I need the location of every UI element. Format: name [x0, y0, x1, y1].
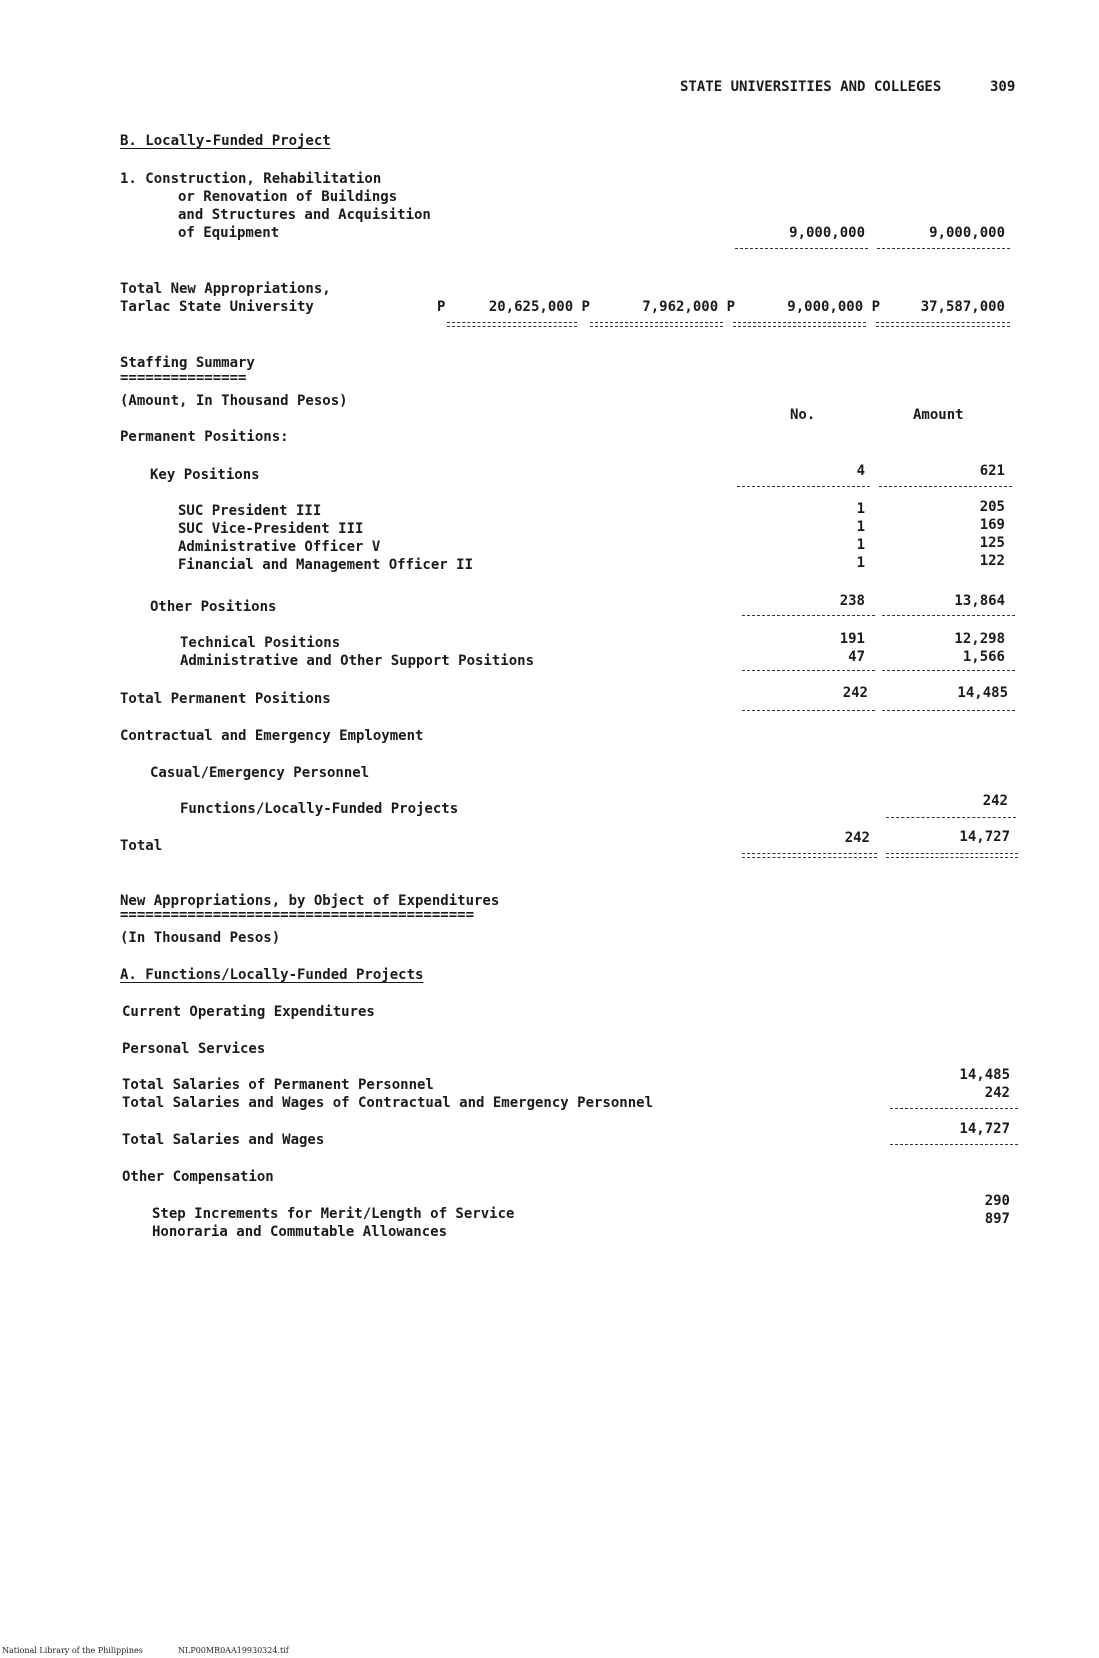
total-sal-amount: 14,727: [959, 1121, 1010, 1137]
staffing-total-amount: 14,727: [959, 829, 1010, 845]
table-row-label: Administrative and Other Support Positions: [180, 653, 535, 669]
honoraria-label: Honoraria and Commutable Allowances: [152, 1224, 448, 1240]
double-rule: [447, 322, 577, 327]
double-rule: [590, 322, 723, 327]
section-a-heading: A. Functions/Locally-Funded Projects: [120, 967, 424, 983]
total-new-col3: 9,000,000 P: [787, 299, 880, 315]
other-positions-no: 238: [839, 593, 865, 609]
item1-line: of Equipment: [178, 225, 280, 241]
table-row-no: 1: [856, 537, 865, 553]
running-title: STATE UNIVERSITIES AND COLLEGES: [680, 79, 942, 95]
functions-label: Functions/Locally-Funded Projects: [180, 801, 459, 817]
other-comp-label: Other Compensation: [122, 1169, 274, 1185]
col-amount-header: Amount: [913, 407, 964, 423]
permanent-label: Permanent Positions:: [120, 429, 289, 445]
personal-services-label: Personal Services: [122, 1041, 266, 1057]
rule: [742, 615, 875, 616]
staffing-underline: ===============: [120, 370, 247, 386]
peso-sign: P: [437, 299, 446, 315]
rule: [882, 615, 1015, 616]
key-positions-no: 4: [856, 463, 865, 479]
rule: [742, 710, 875, 711]
staffing-total-label: Total: [120, 838, 163, 854]
sal-perm-label: Total Salaries of Permanent Personnel: [122, 1077, 434, 1093]
double-rule: [876, 322, 1010, 327]
table-row-no: 191: [839, 631, 865, 647]
total-sal-label: Total Salaries and Wages: [122, 1132, 325, 1148]
footer-library: National Library of the Philippines: [2, 1646, 143, 1655]
rule: [890, 1144, 1018, 1145]
total-new-col2: 7,962,000 P: [642, 299, 735, 315]
new-approp-underline: ==========================================: [120, 907, 475, 923]
table-row-label: Financial and Management Officer II: [178, 557, 474, 573]
key-positions-label: Key Positions: [150, 467, 260, 483]
total-permanent-label: Total Permanent Positions: [120, 691, 331, 707]
rule: [882, 710, 1015, 711]
item1-line: or Renovation of Buildings: [178, 189, 398, 205]
table-row-amount: 205: [979, 499, 1005, 515]
table-row-no: 1: [856, 519, 865, 535]
table-row-amount: 125: [979, 535, 1005, 551]
functions-amount: 242: [982, 793, 1008, 809]
table-row-amount: 1,566: [962, 649, 1005, 665]
table-row-no: 47: [848, 649, 865, 665]
rule: [877, 248, 1010, 249]
double-rule: [886, 853, 1018, 858]
sal-perm-amount: 14,485: [959, 1067, 1010, 1083]
total-permanent-no: 242: [842, 685, 868, 701]
step-label: Step Increments for Merit/Length of Service: [152, 1206, 515, 1222]
total-new-col1: 20,625,000 P: [488, 299, 590, 315]
total-new-label-2: Tarlac State University: [120, 299, 314, 315]
table-row-label: SUC Vice-President III: [178, 521, 364, 537]
staffing-title: Staffing Summary: [120, 355, 255, 371]
contractual-label: Contractual and Emergency Employment: [120, 728, 424, 744]
double-rule: [742, 853, 877, 858]
table-row-label: SUC President III: [178, 503, 322, 519]
page-number: 309: [990, 79, 1016, 95]
honoraria-amount: 897: [984, 1211, 1010, 1227]
total-permanent-amount: 14,485: [957, 685, 1008, 701]
item1-line: 1. Construction, Rehabilitation: [120, 171, 382, 187]
table-row-no: 1: [856, 501, 865, 517]
rule: [735, 248, 868, 249]
col-no-header: No.: [790, 407, 816, 423]
rule: [737, 486, 870, 487]
new-approp-unit: (In Thousand Pesos): [120, 930, 281, 946]
rule: [890, 1108, 1018, 1109]
table-row-amount: 169: [979, 517, 1005, 533]
new-approp-title: New Appropriations, by Object of Expenditures: [120, 893, 500, 909]
table-row-amount: 122: [979, 553, 1005, 569]
table-row-amount: 12,298: [954, 631, 1005, 647]
table-row-no: 1: [856, 555, 865, 571]
rule: [882, 670, 1015, 671]
staffing-unit: (Amount, In Thousand Pesos): [120, 393, 348, 409]
table-row-label: Administrative Officer V: [178, 539, 381, 555]
current-op-label: Current Operating Expenditures: [122, 1004, 375, 1020]
other-positions-amount: 13,864: [954, 593, 1005, 609]
footer-file: NLP00MR0AA19930324.tif: [178, 1646, 289, 1655]
rule: [886, 817, 1016, 818]
double-rule: [733, 322, 866, 327]
casual-label: Casual/Emergency Personnel: [150, 765, 370, 781]
other-positions-label: Other Positions: [150, 599, 277, 615]
sal-contr-amount: 242: [984, 1085, 1010, 1101]
total-new-label: Total New Appropriations,: [120, 281, 331, 297]
item1-total: 9,000,000: [929, 225, 1005, 241]
table-row-label: Technical Positions: [180, 635, 341, 651]
item1-line: and Structures and Acquisition: [178, 207, 431, 223]
item1-col3: 9,000,000: [789, 225, 865, 241]
section-b-heading: B. Locally-Funded Project: [120, 133, 331, 149]
step-amount: 290: [984, 1193, 1010, 1209]
staffing-total-no: 242: [844, 830, 870, 846]
total-new-total: 37,587,000: [920, 299, 1005, 315]
rule: [742, 670, 875, 671]
rule: [879, 486, 1012, 487]
sal-contr-label: Total Salaries and Wages of Contractual and Emergency Personnel: [122, 1095, 654, 1111]
key-positions-amount: 621: [979, 463, 1005, 479]
